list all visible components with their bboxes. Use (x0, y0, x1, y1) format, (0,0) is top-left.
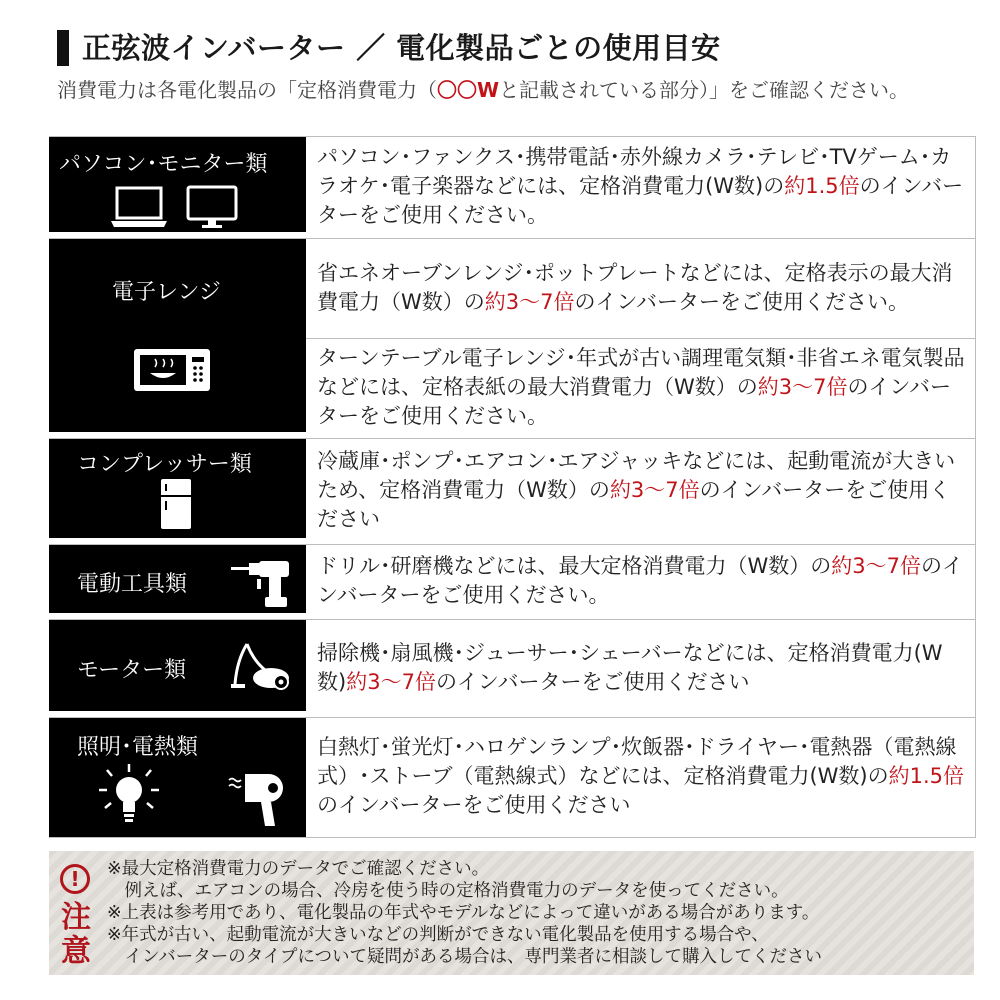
category-label: 照明･電熱類 (77, 735, 199, 760)
description-text: 冷蔵庫･ポンプ･エアコン･エアジャッキなどには、起動電流が大きいため、定格消費電力（W数）の (317, 449, 956, 502)
title-accent-bar (57, 30, 69, 66)
vacuum-cleaner-icon (229, 640, 297, 696)
description-text: 白熱灯･蛍光灯･ハロゲンランプ･炊飯器･ドライヤー･電熱器（電熱線式）･ストーブ（電熱線式）などには、定格消費電力(W数)の (317, 735, 957, 788)
notice-line: ※年式が古い、起動電流が大きいなどの判断ができない電化製品を使用する場合や、 (107, 925, 769, 945)
ratio-highlight: 約1.5倍 (888, 764, 965, 788)
table-row (49, 137, 976, 239)
description-text: ターンテーブル電子レンジ･年式が古い調理電気類･非省エネ電気製品などには、定格表紙の最大消費電力（W数）の (317, 346, 965, 399)
subtitle-highlight: 〇〇W (437, 78, 500, 102)
page-title: 正弦波インバーター ／ 電化製品ごとの使用目安 (82, 31, 721, 65)
ratio-highlight: 約1.5倍 (784, 174, 860, 198)
category-label: 電子レンジ (112, 280, 221, 305)
notice-line: 例えば、エアコンの場合、冷房を使う時の定格消費電力のデータを使ってください。 (107, 881, 789, 901)
monitor-icon (184, 184, 244, 232)
category-cell (49, 439, 306, 544)
page-subtitle (57, 78, 957, 102)
notice-label (59, 901, 93, 969)
subtitle-text-end: と記載されている部分）」をご確認ください。 (499, 78, 910, 102)
usage-table (49, 136, 976, 838)
ratio-highlight: 約3～7倍 (609, 478, 700, 502)
table-row (49, 718, 976, 838)
description-text: パソコン･ファンクス･携帯電話･赤外線カメラ･テレビ･TVゲーム･カラオケ･電子楽器などには、定格消費電力(W数)の (317, 145, 952, 198)
description-text-end: のインバーターをご使用ください (435, 669, 750, 694)
category-label: コンプレッサー類 (77, 452, 252, 477)
table-row (49, 620, 976, 718)
description-text-end: のインバーターをご使用ください。 (317, 174, 964, 227)
category-label: パソコン･モニター類 (59, 152, 268, 177)
notice-text (107, 858, 967, 968)
ratio-highlight: 約3～7倍 (484, 289, 575, 314)
category-cell (49, 718, 306, 837)
ratio-highlight: 約3～7倍 (346, 669, 436, 694)
description-cell (306, 338, 975, 438)
category-cell (49, 239, 306, 438)
ratio-highlight: 約3～7倍 (831, 554, 921, 578)
description-cell (306, 239, 975, 338)
notice-line: ※上表は参考用であり、電化製品の年式やモデルなどによって違いがある場合があります。 (107, 903, 820, 923)
hair-dryer-icon (227, 766, 297, 830)
warning-icon: ! (60, 864, 90, 894)
description-text-end: のインバーターをご使用ください。 (317, 375, 952, 428)
description-cell (306, 620, 975, 717)
category-label: 電動工具類 (77, 572, 188, 597)
description-text-end: のインバーターをご使用ください。 (574, 289, 910, 314)
table-row (49, 239, 976, 439)
description-text-end: のインバーターをご使用ください (317, 793, 631, 817)
notice-line: インバーターのタイプについて疑問がある場合は、専門業者に相談して購入してください (107, 947, 823, 967)
category-cell (49, 545, 306, 619)
description-cell (306, 137, 975, 238)
description-cell (306, 718, 975, 837)
notice-label-char: 注 (61, 900, 91, 935)
refrigerator-icon (157, 477, 197, 533)
description-cell (306, 439, 975, 544)
description-text-end: のインバーターをご使用ください (317, 478, 951, 531)
category-cell (49, 137, 306, 238)
description-cell (306, 545, 975, 619)
category-label: モーター類 (77, 658, 187, 683)
ratio-highlight: 約3～7倍 (757, 375, 848, 399)
microwave-icon (132, 347, 212, 395)
notice-box (49, 851, 974, 975)
category-cell (49, 620, 306, 717)
table-row (49, 439, 976, 545)
light-bulb-icon (89, 762, 169, 830)
table-row (49, 545, 976, 620)
subtitle-text: 消費電力は各電化製品の「定格消費電力（ (57, 78, 437, 102)
notice-line: ※最大定格消費電力のデータでご確認ください。 (107, 859, 490, 879)
description-text: 省エネオーブンレンジ･ポットプレートなどには、定格表示の最大消費電力（W数）の (317, 260, 953, 314)
description-text: ドリル･研磨機などには、最大定格消費電力（W数）の (317, 554, 832, 578)
notice-label-char: 意 (61, 934, 91, 969)
description-text-end: のインバーターをご使用ください。 (317, 554, 963, 607)
drill-icon (229, 557, 297, 611)
description-text: 掃除機･扇風機･ジューサー･シェーバーなどには、定格消費電力(W数) (317, 640, 943, 694)
